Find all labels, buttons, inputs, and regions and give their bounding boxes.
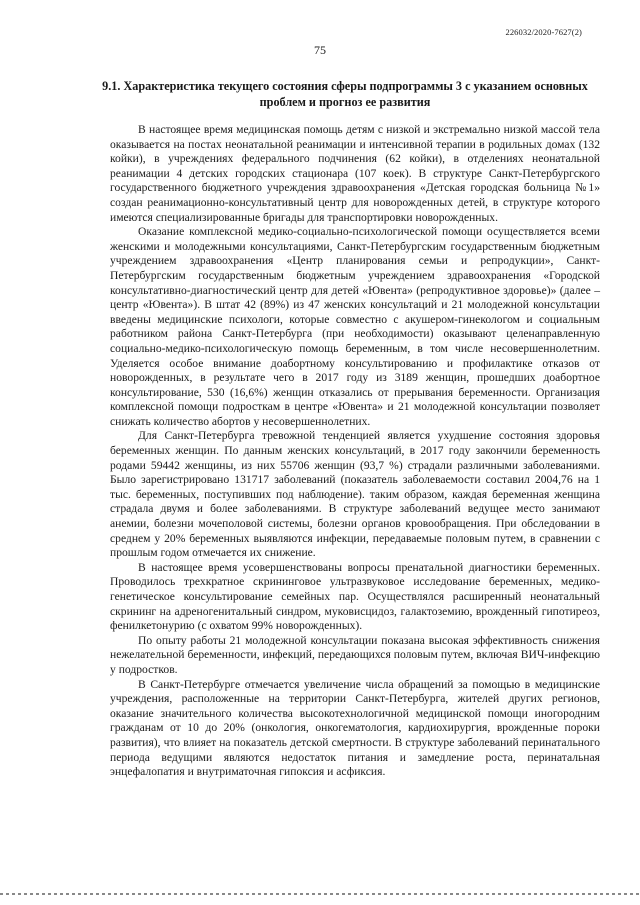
page-number: 75 bbox=[314, 43, 326, 57]
paragraph: В Санкт-Петербурге отмечается увеличение числа обращений за помощью в медицинские учреждения, расположенные на территории Санкт-Петербурга, жителей других регионов, оказание значительного количества высокотехнологичной медицинской помощи иногородним гражданам от 10 до 20% (онкология, онкогематология, кардиохирургия, врожденные пороки развития), что влияет на показатель детской смертности. В структуре заболеваний перинатального периода ведущими являются недостаток питания и замедление роста, перинатальная энцефалопатия и внутриматочная гипоксия и асфиксия. bbox=[110, 677, 600, 779]
paragraph: В настоящее время медицинская помощь детям с низкой и экстремально низкой массой тела оказывается на постах неонатальной реанимации и интенсивной терапии в родильных домах (132 койки), в учреждениях федерального подчинения (62 койки), в отделениях неонатальной реанимации 4 детских городских стационара (107 коек). В структуре Санкт-Петербургского государственного бюджетного учреждения здравоохранения «Детская городская больница №1» создан реанимационно-консультативный центр для новорожденных детей, в структуре которого имеются специализированные бригады для транспортировки новорожденных. bbox=[110, 123, 600, 224]
paragraph: Оказание комплексной медико-социально-психологической помощи осуществляется всеми женскими и молодежными консультациями, Санкт-Петербургским государственным бюджетным учреждением здравоохранения «Центр планирования семьи и репродукции», Санкт-Петербургским государственным бюджетным учреждением здравоохранения «Городской консультативно-диагностический центр для детей «Ювента» (репродуктивное здоровье)» (далее – центр «Ювента»). В штат 42 (89%) из 47 женских консультаций и 21 молодежной консультации введены медицинские психологи, которые совместно с акушером-гинекологом и социальным работником района Санкт-Петербурга (при необходимости) оказывают целенаправленную социально-медико-психологическую помощь беременным, в том числе несовершеннолетним. Уделяется особое внимание доабортному консультированию и профилактике отказов от новорожденных, в результате чего в 2017 году из 3189 женщин, прошедших доабортное консультирование, 530 (16,6%) женщин отказались от прерывания беременности. Организация комплексной помощи подросткам в центре «Ювента» и 21 молодежной консультации позволяет снижать количество абортов у несовершеннолетних. bbox=[110, 225, 600, 428]
paragraph: Для Санкт-Петербурга тревожной тенденцией является ухудшение состояния здоровья беременных женщин. По данным женских консультаций, в 2017 году закончили беременность родами 59442 женщины, из них 55706 женщин (93,7 %) страдали различными заболеваниями. Было зарегистрировано 131717 заболеваний (показатель заболеваемости составил 2004,76 на 1 тыс. беременных, поступивших под наблюдение). таким образом, каждая беременная женщина страдала двумя и более заболеваниями. В структуре заболеваний ведущее место занимают анемии, болезни мочеполовой системы, болезни органов кровообращения. При обследовании в среднем у 20% беременных выявляются инфекции, передаваемые половым путем, в сравнении с прошлым годом отмечается их снижение. bbox=[110, 429, 600, 560]
scan-edge-line bbox=[0, 893, 640, 895]
section-heading: 9.1. Характеристика текущего состояния сферы подпрограммы 3 с указанием основных проблем и прогноз ее развития bbox=[102, 79, 588, 109]
paragraph: По опыту работы 21 молодежной консультации показана высокая эффективность снижения нежелательной беременности, инфекций, передающихся половым путем, включая ВИЧ-инфекцию у подростков. bbox=[110, 633, 600, 676]
document-id: 226032/2020-7627(2) bbox=[505, 27, 582, 37]
document-body bbox=[110, 123, 600, 780]
paragraph: В настоящее время усовершенствованы вопросы пренатальной диагностики беременных. Проводилось трехкратное скрининговое ультразвуковое исследование беременных, медико-генетическое консультирование семейных пар. Осуществлялся расширенный неонатальный скрининг на адреногенитальный синдром, муковисцидоз, галактоземию, врожденный гипотиреоз, фенилкетонурию (с охватом 99% новорожденных). bbox=[110, 560, 600, 633]
